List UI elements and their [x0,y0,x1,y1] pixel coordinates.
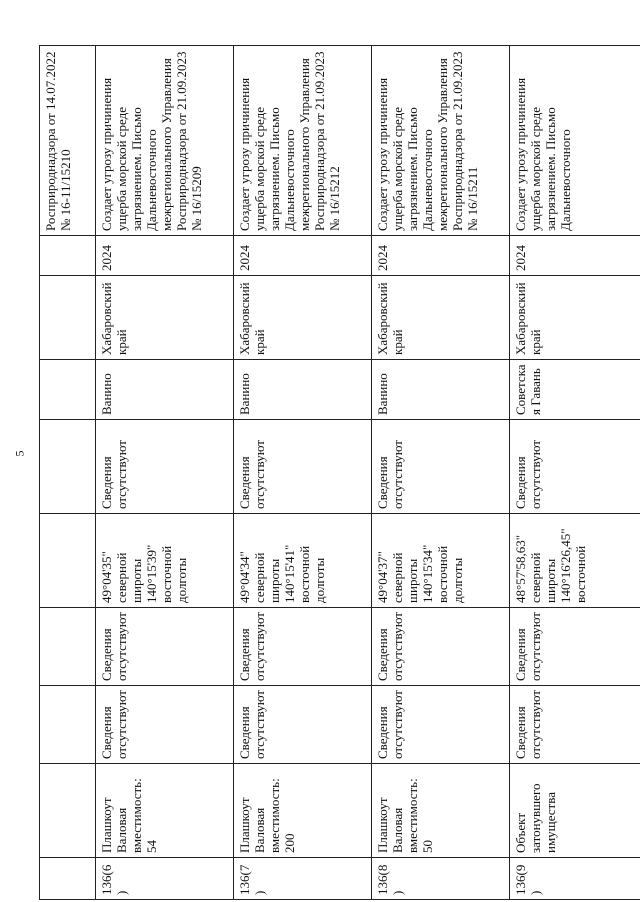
object-cell: Объект затонувшего имущества [510,764,640,858]
object-cell: Плашкоут Валовая вместимость: 50 [372,764,510,858]
coordinates-cell: 49°04'34" северной широты 140°15'41" восточной долготы [234,514,372,608]
reason-cell: Создает угрозу причинения ущерба морской среде загрязнением. Письмо Дальневосточного межрегионального Управления Росприроднадзора от 21.09.2023 № 16/15212 [234,46,372,236]
year-cell: 2024 [510,236,640,276]
rotated-page [39,46,599,900]
table-cell [40,858,96,900]
info-cell: Сведения отсутствуют [372,608,510,686]
object-cell: Плашкоут Валовая вместимость: 200 [234,764,372,858]
row-number: 136(7) [234,858,372,900]
info-cell: Сведения отсутствуют [510,686,640,764]
table-continuation-row [40,46,96,900]
info-cell: Сведения отсутствуют [510,608,640,686]
table-cell [40,686,96,764]
table-cell [40,420,96,514]
info-cell: Сведения отсутствуют [234,686,372,764]
object-cell: Плашкоут Валовая вместимость: 54 [96,764,234,858]
row-number: 136(6) [96,858,234,900]
info-cell: Сведения отсутствуют [372,686,510,764]
location-cell: Ванино [234,360,372,420]
wreck-registry-table [39,45,640,900]
info-cell: Сведения отсутствуют [510,420,640,514]
coordinates-cell: 49°04'37" северной широты 140°15'34" восточной долготы [372,514,510,608]
table-cell [40,276,96,360]
table-row [234,46,372,900]
location-cell: Ванино [96,360,234,420]
coordinates-cell: 49°04'35" северной широты 140°15'39" восточной долготы [96,514,234,608]
region-cell: Хабаровский край [96,276,234,360]
location-cell: Ванино [372,360,510,420]
info-cell: Сведения отсутствуют [372,420,510,514]
reason-cell: Создает угрозу причинения ущерба морской среде загрязнением. Письмо Дальневосточного [510,46,640,236]
region-cell: Хабаровский край [510,276,640,360]
table-cell [40,360,96,420]
reason-cell: Создает угрозу причинения ущерба морской среде загрязнением. Письмо Дальневосточного межрегионального Управления Росприроднадзора от 21.09.2023 № 16/15209 [96,46,234,236]
region-cell: Хабаровский край [372,276,510,360]
coordinates-cell: 48°57'58,63" северной широты 140°16'26,45" восточной [510,514,640,608]
table-cell [40,514,96,608]
year-cell: 2024 [96,236,234,276]
table-cell [40,608,96,686]
table-cell [40,764,96,858]
page-number: 5 [12,450,27,457]
row-number: 136(9) [510,858,640,900]
row-number: 136(8) [372,858,510,900]
table-row [372,46,510,900]
region-cell: Хабаровский край [234,276,372,360]
table-cell [40,236,96,276]
info-cell: Сведения отсутствуют [96,420,234,514]
info-cell: Сведения отсутствуют [234,420,372,514]
year-cell: 2024 [234,236,372,276]
table-row [96,46,234,900]
info-cell: Сведения отсутствуют [234,608,372,686]
info-cell: Сведения отсутствуют [96,608,234,686]
reason-cell: Создает угрозу причинения ущерба морской среде загрязнением. Письмо Дальневосточного межрегионального Управления Росприроднадзора от 21.09.2023 № 16/15211 [372,46,510,236]
reason-cell: Росприроднадзора от 14.07.2022 № 16-11/15210 [40,46,96,236]
location-cell: Советская Гавань [510,360,640,420]
info-cell: Сведения отсутствуют [96,686,234,764]
year-cell: 2024 [372,236,510,276]
table-row [510,46,640,900]
